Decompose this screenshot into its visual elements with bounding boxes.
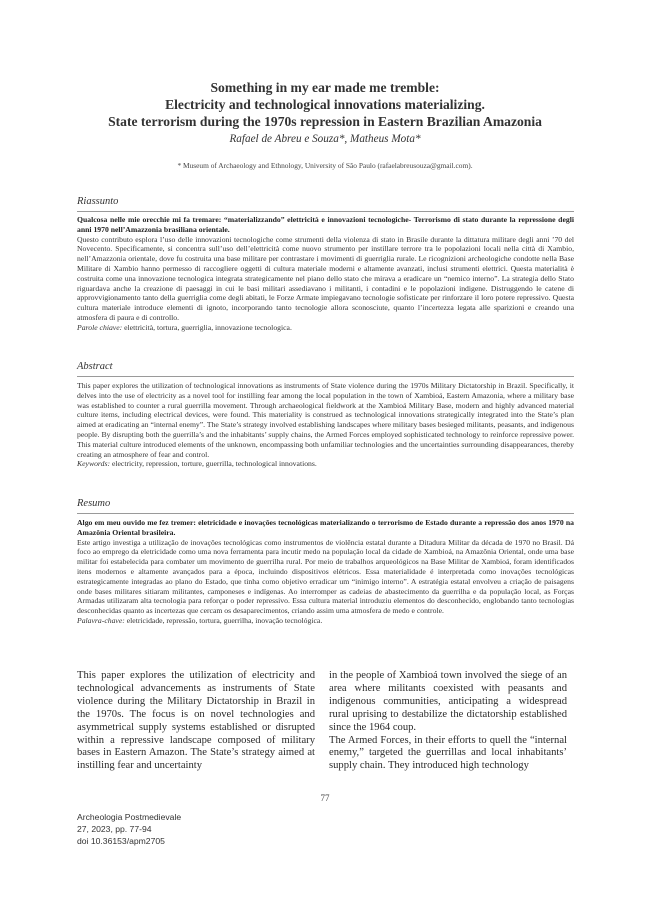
- abstract-keywords-line: [77, 459, 574, 469]
- resumo-keywords: eletricidade, repressão, tortura, guerrilha, inovação tecnológica.: [126, 615, 323, 625]
- body-paragraph: This paper explores the utilization of electricity and technological advancements as instruments of State violence during the Military Dictatorship in Brazil in the 1970s. The focus is on novel technologies and asymmetrical supply systems established or disrupted within a repressive landscape composed of military bases in Eastern Amazon. The State’s strategy aimed at instilling fear and uncertainty: [77, 670, 315, 772]
- abstract-keywords-label: Keywords:: [77, 459, 111, 469]
- riassunto-subtitle: Qualcosa nelle mie orecchie mi fa tremare: “materializzando” elettricità e innovazioni tecnologiche- Terrorismo di stato durante la repressione degli anni 1970 nell’Amazzonia brasiliana orientale.: [77, 215, 574, 234]
- abstract-heading: Abstract: [77, 361, 113, 372]
- title-line-1: Something in my ear made me tremble:: [210, 80, 440, 95]
- resumo-heading: Resumo: [77, 498, 111, 509]
- body-column-left: [77, 670, 315, 773]
- authors: Rafael de Abreu e Souza*, Matheus Mota*: [229, 133, 421, 145]
- journal-info: [77, 812, 181, 847]
- riassunto-keywords-label: Parole chiave:: [77, 322, 123, 332]
- resumo-divider: [77, 513, 574, 514]
- resumo-keywords-line: [77, 616, 574, 626]
- body-paragraph: The Armed Forces, in their efforts to quell the “internal enemy,” targeted the guerrillas and local inhabitants’ supply chain. They introduced high technology: [329, 734, 567, 772]
- riassunto-block: [77, 215, 574, 333]
- riassunto-divider: [77, 211, 574, 212]
- title-line-2: Electricity and technological innovations materializing.: [165, 97, 485, 112]
- riassunto-keywords: elettricità, tortura, guerriglia, innovazione tecnologica.: [124, 322, 292, 332]
- riassunto-text: Questo contributo esplora l’uso delle innovazioni tecnologiche come strumenti della violenza di stato in Brasile durante la dittatura militare degli anni ’70 del Novecento. Specificamente, si concentra sull’uso dell’elettricità come nuovo strumento per instillare terrore tra le popolazioni locali nella città di Xambio, nell’Amazzonia orientale, dove fu costruita una base militare per contrastare i movimenti di guerriglia rurale. Le ricognizioni archeologiche condotte nella Base Militare di Xambio hanno permesso di raccogliere oggetti di cultura materiale moderni e altamente avanzati, inclusi strumenti elettrici. Questa materialità è costruita come una innovazione tecnologica integrata strategicamente nel piano dello stato che mirava a eradicare un “nemico interno”. La strategia dello Stato riguardava anche la creazione di paesaggi in cui le basi militari assediavano i militanti, i contadini e le popolazioni indigene. Distruggendo le catene di approvvigionamento tanto della guerriglia come degli abitati, le Forze Armate impiegavano tecnologie sofisticate per rinforzare il loro potere repressivo. Questa cultura materiale introduce elementi di ignoto, incorporando tanto tecnologie allora sconosciute, quanto l’incertezza legata alle sparizioni e creando una atmosfera di paura e di controllo.: [77, 234, 574, 322]
- article-title: [40, 79, 610, 130]
- journal-name: Archeologia Postmedievale: [77, 812, 182, 822]
- title-line-3: State terrorism during the 1970s repression in Eastern Brazilian Amazonia: [108, 114, 542, 129]
- resumo-subtitle: Algo em meu ouvido me fez tremer: eletricidade e inovações tecnológicas materializando o terrorismo de Estado durante a repressão dos anos 1970 na Amazônia Oriental brasileira.: [77, 518, 574, 537]
- abstract-keywords: electricity, repression, torture, guerrilla, technological innovations.: [111, 459, 317, 469]
- journal-issue: 27, 2023, pp. 77-94: [77, 823, 152, 834]
- journal-doi: doi 10.36153/apm2705: [77, 835, 165, 846]
- body-column-right: [329, 670, 567, 773]
- abstract-divider: [77, 376, 574, 377]
- riassunto-keywords-line: [77, 323, 574, 333]
- page-number: 77: [320, 793, 330, 803]
- resumo-block: [77, 518, 574, 626]
- riassunto-heading: Riassunto: [77, 196, 119, 207]
- resumo-keywords-label: Palavra-chave:: [77, 615, 125, 625]
- body-paragraph: in the people of Xambioá town involved the siege of an area where militants coexisted with peasants and indigenous communities, anticipating a widespread rural uprising to destabilize the dictatorship established since the 1964 coup.: [329, 670, 567, 733]
- abstract-block: [77, 381, 574, 469]
- abstract-text: This paper explores the utilization of technological innovations as instruments of State violence during the 1970s Military Dictatorship in Brazil. Specifically, it delves into the use of electricity as a novel tool for instilling fear among the local population in the town of Xambioá, Eastern Amazonia, where a military base was established to counter a rural guerrilla movement. Through archaeological fieldwork at the Xambioá Military Base, modern and highly advanced material culture items, including electrical devices, were found. This materiality is construed as technological innovations strategically integrated into the State’s plan aimed at eradicating an “internal enemy”. The State’s strategy involved establishing landscapes where military bases besieged militants, peasants, and indigenous people. By disrupting both the guerrilla’s and the inhabitants’ supply chains, the Armed Forces employed sophisticated technology to reinforce repressive power. This material culture introduced elements of the unknown, encompassing both unfamiliar technologies and the uncertainties surrounding disappearances, thereby creating an atmosphere of fear and control.: [77, 381, 574, 459]
- affiliation: * Museum of Archaeology and Ethnology, University of São Paulo (rafaelabreusouza@gmail.com).: [177, 161, 473, 170]
- resumo-text: Este artigo investiga a utilização de inovações tecnológicas como instrumentos de violência estatal durante a Ditadura Militar da década de 1970 no Brasil. Dá foco ao emprego da eletricidade como uma nova ferramenta para incutir medo na população local da cidade de Xambioá, na Amazônia Oriental, onde uma base militar foi estabelecida para combater um movimento de guerrilha rural. Por meio de trabalhos arqueológicos na Base Militar de Xambioá, foram identificados itens modernos e altamente avançados para a época, incluindo dispositivos elétricos. Essa materialidade é interpretada como inovações tecnológicas estrategicamente integradas ao plano do Estado, que tinha como objetivo erradicar um “inimigo interno”. A estratégia estatal envolveu a criação de paisagens onde bases militares sitiaram militantes, camponeses e indígenas. Ao interromper as cadeias de abastecimento da guerrilha e da população local, as Forças Armadas utilizaram alta tecnologia para reforçar o poder repressivo. Essa cultura material introduziu elementos do desconhecido, englobando tanto tecnologias desconhecidas quanto as incertezas que cercam os desaparecimentos, criando assim uma atmosfera de medo e controle.: [77, 537, 574, 616]
